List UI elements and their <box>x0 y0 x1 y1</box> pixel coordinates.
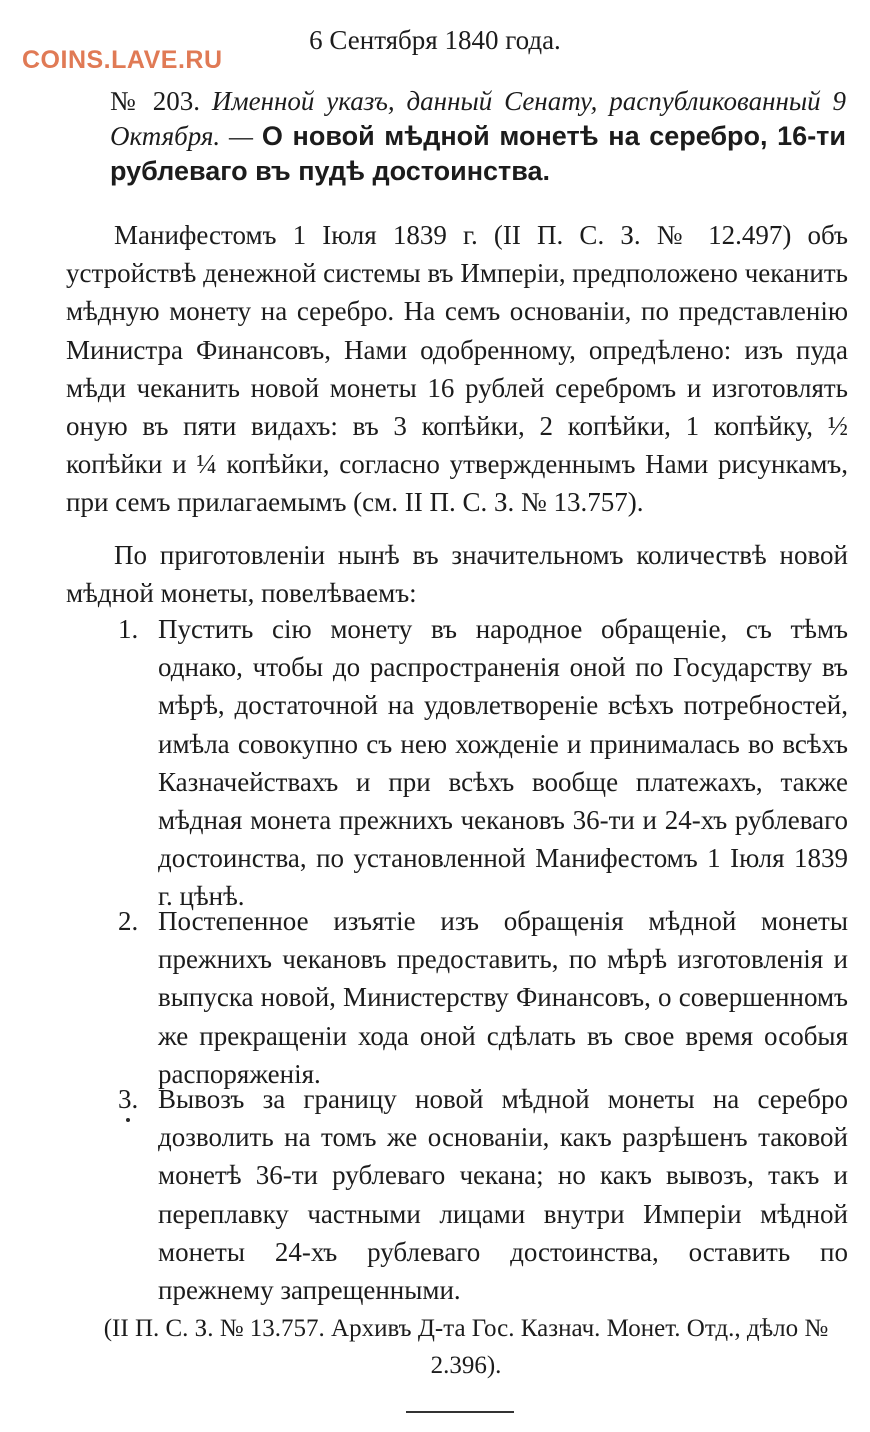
decree-items-list <box>66 610 848 1309</box>
item-number: 3. <box>118 1084 139 1114</box>
decree-header <box>110 84 846 189</box>
end-divider <box>406 1411 514 1413</box>
item-text: Пустить сію монету въ народное обращеніе, съ тѣмъ однако, чтобы до распространенія оной по Государству въ мѣрѣ, достаточной на удовлетвореніе всѣхъ потребностей, имѣла совокупно съ нею хожденіе и принималась во всѣхъ Казначействахъ и при всѣхъ вообще платежахъ, также мѣдная монета прежнихъ чекановъ 36-ти и 24-хъ рублеваго достоинства, по установленной Манифестомъ 1 Іюля 1839 г. цѣнѣ. <box>158 614 848 912</box>
item-text: Вывозъ за границу новой мѣдной монеты на серебро дозволить на томъ же основаніи, какъ разрѣшенъ таковой монетѣ 36-ти рублеваго чекана; но какъ вывозъ, такъ и переплавку частными лицами внутри Имперіи мѣдной монеты 24-хъ рублеваго достоинства, оставить по прежнему запрещенными. <box>158 1084 848 1306</box>
decree-number: № 203. <box>110 86 201 116</box>
list-item <box>66 1080 848 1309</box>
watermark: COINS.LAVE.RU <box>22 46 223 74</box>
item-text: Постепенное изъятіе изъ обращенія мѣдной монеты прежнихъ чекановъ предоставить, по мѣрѣ изготовленія и выпуска новой, Министерству Финансовъ, о совершенномъ же прекращеніи хода оной сдѣлать въ свое время особыя распоряженія. <box>158 906 848 1089</box>
date-heading: 6 Сентября 1840 года. <box>309 25 561 55</box>
source-citation: (II П. С. З. № 13.757. Архивъ Д-та Гос. Казнач. Монет. Отд., дѣло № 2.396). <box>103 1315 829 1379</box>
item-number: 1. <box>118 614 139 644</box>
decree-title: О новой мѣдной монетѣ на серебро, 16-ти рублеваго въ пудѣ достоинства. <box>110 121 847 186</box>
print-speck <box>126 1118 130 1122</box>
paragraph-manifesto: Манифестомъ 1 Іюля 1839 г. (II П. С. З. № 12.497) объ устройствѣ денежной системы въ Имперіи, предположено чеканить мѣдную монету на серебро. На семъ основаніи, по представленію Министра Финансовъ, Нами одобренному, опредѣлено: изъ пуда мѣди чеканить новой монеты 16 рублей серебромъ и изготовлять оную въ пяти видахъ: въ 3 копѣйки, 2 копѣйки, 1 копѣйку, ½ копѣйки и ¼ копѣйки, согласно утвержденнымъ Нами рисункамъ, при семъ прилагаемымъ (см. II П. С. З. № 13.757). <box>66 220 848 518</box>
list-item <box>66 902 848 1089</box>
item-number: 2. <box>118 906 139 936</box>
list-item <box>66 610 848 912</box>
decree-intro: Именной указъ, данный Сенату, распубликованный 9 Октября. — <box>110 86 847 151</box>
paragraph-command: По приготовленіи нынѣ въ значительномъ количествѣ новой мѣдной монеты, повелѣваемъ: <box>66 540 848 609</box>
